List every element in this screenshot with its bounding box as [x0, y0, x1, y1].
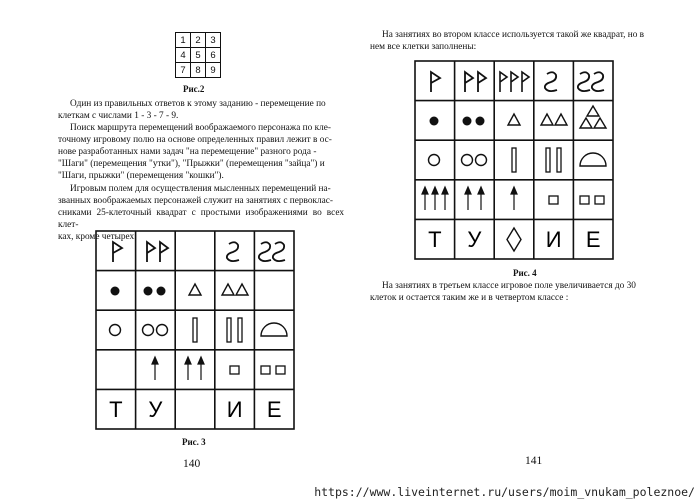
- paragraph-route: [58, 122, 344, 182]
- triangle-icon: [508, 114, 520, 125]
- double-hook-icon: [259, 242, 285, 261]
- circle-icon: [429, 155, 440, 166]
- grid-number: 4: [176, 48, 191, 63]
- double-arrow-up-icon: [465, 187, 484, 210]
- double-bar-icon: [227, 318, 242, 342]
- letter-e: Е: [266, 397, 282, 422]
- text-line: сниками 25-клеточный квадрат с простыми изображениями во всех клет-: [58, 208, 344, 230]
- grid-number: 3: [206, 33, 221, 48]
- double-hook-icon: [578, 72, 604, 91]
- dot-icon: [476, 117, 485, 126]
- grid-number: 9: [206, 63, 221, 78]
- dot-icon: [157, 287, 166, 296]
- text-line: На занятиях во втором классе используется такой же квадрат, но в: [382, 30, 645, 40]
- page-number-left: 140: [183, 458, 201, 470]
- double-square-icon: [261, 366, 285, 374]
- triple-arrow-up-icon: [422, 187, 448, 210]
- dot-icon: [144, 287, 153, 296]
- grid-number: 7: [176, 63, 191, 78]
- double-triangle-icon: [222, 284, 248, 295]
- semicircle-icon: [261, 323, 287, 336]
- dot-icon: [430, 117, 439, 126]
- text-line: званных воображаемых персонажей служит на занятиях с первоклас-: [58, 196, 334, 206]
- text-line: На занятиях в третьем классе игровое поле увеличивается до 30: [382, 281, 636, 291]
- letter-t: Т: [109, 397, 123, 422]
- square-icon: [549, 196, 558, 204]
- number-grid-3x3: [175, 32, 221, 78]
- arrow-up-icon: [152, 357, 158, 380]
- grid-number: 5: [191, 48, 206, 63]
- text-line: точному игровому полю на основе определенных правил лежит в ос-: [58, 135, 332, 145]
- text-line: нове разработанных нами задач "на перемещение" разного рода -: [58, 147, 317, 157]
- figure-2-caption: Рис.2: [183, 84, 205, 94]
- letter-u: У: [467, 227, 482, 252]
- arrow-up-icon: [511, 187, 517, 210]
- left-page: [0, 0, 349, 501]
- double-circle-icon: [462, 155, 487, 166]
- letter-u: У: [148, 397, 163, 422]
- right-page: [350, 0, 699, 501]
- grid-number: 8: [191, 63, 206, 78]
- dot-icon: [111, 287, 120, 296]
- text-line: клеткам с числами 1 - 3 - 7 - 9.: [58, 111, 179, 121]
- semicircle-icon: [580, 153, 606, 166]
- text-line: нем все клетки заполнены:: [370, 42, 477, 52]
- triple-flag-icon: [500, 72, 529, 92]
- double-bar-icon: [546, 148, 561, 172]
- letter-t: Т: [428, 227, 442, 252]
- paragraph-third-class: [370, 280, 694, 304]
- grid-number: 1: [176, 33, 191, 48]
- letter-i: И: [545, 227, 562, 252]
- text-line: "Шаги, прыжки" (перемещения "кошки").: [58, 171, 224, 181]
- hook-icon: [227, 242, 239, 261]
- flag-icon: [113, 242, 122, 262]
- grid-number: 2: [191, 33, 206, 48]
- flag-icon: [431, 72, 440, 92]
- figure-3-grid: [95, 230, 295, 430]
- bar-icon: [193, 318, 197, 342]
- double-square-icon: [580, 196, 604, 204]
- grid-5x5-partial: [95, 230, 295, 430]
- text-line: "Шаги" (перемещения "утки"), "Прыжки" (перемещения "зайца") и: [58, 159, 325, 169]
- figure-3-caption: Рис. 3: [182, 437, 206, 447]
- grid-number: 6: [206, 48, 221, 63]
- watermark-url: https://www.liveinternet.ru/users/moim_vnukam_poleznoe/: [314, 485, 695, 499]
- paragraph-second-class: [370, 29, 670, 53]
- double-flag-icon: [147, 242, 168, 262]
- text-line: ках, кроме четырех:: [58, 232, 137, 242]
- circle-icon: [110, 325, 121, 336]
- letter-e: Е: [585, 227, 601, 252]
- letter-i: И: [226, 397, 243, 422]
- text-line: Один из правильных ответов к этому заданию - перемещение по: [70, 99, 326, 109]
- bar-icon: [512, 148, 516, 172]
- text-line: Игровым полем для осуществления мысленных перемещений на-: [70, 184, 331, 194]
- page-number-right: 141: [525, 455, 543, 467]
- figure-4-caption: Рис. 4: [513, 268, 537, 278]
- text-line: Поиск маршрута перемещений воображаемого персонажа по кле-: [70, 123, 331, 133]
- triangle-icon: [189, 284, 201, 295]
- double-triangle-icon: [541, 114, 567, 125]
- double-arrow-up-icon: [185, 357, 204, 380]
- square-icon: [230, 366, 239, 374]
- hook-icon: [545, 72, 557, 91]
- double-flag-icon: [465, 72, 486, 92]
- dot-icon: [463, 117, 472, 126]
- triple-triangle-icon: [580, 106, 606, 128]
- diamond-icon: [507, 228, 521, 251]
- figure-4-grid: [414, 60, 614, 260]
- double-circle-icon: [143, 325, 168, 336]
- grid-5x5-full: [414, 60, 614, 260]
- text-line: клеток и остается таким же и в четвертом классе :: [370, 293, 569, 303]
- paragraph-answer: [58, 98, 342, 122]
